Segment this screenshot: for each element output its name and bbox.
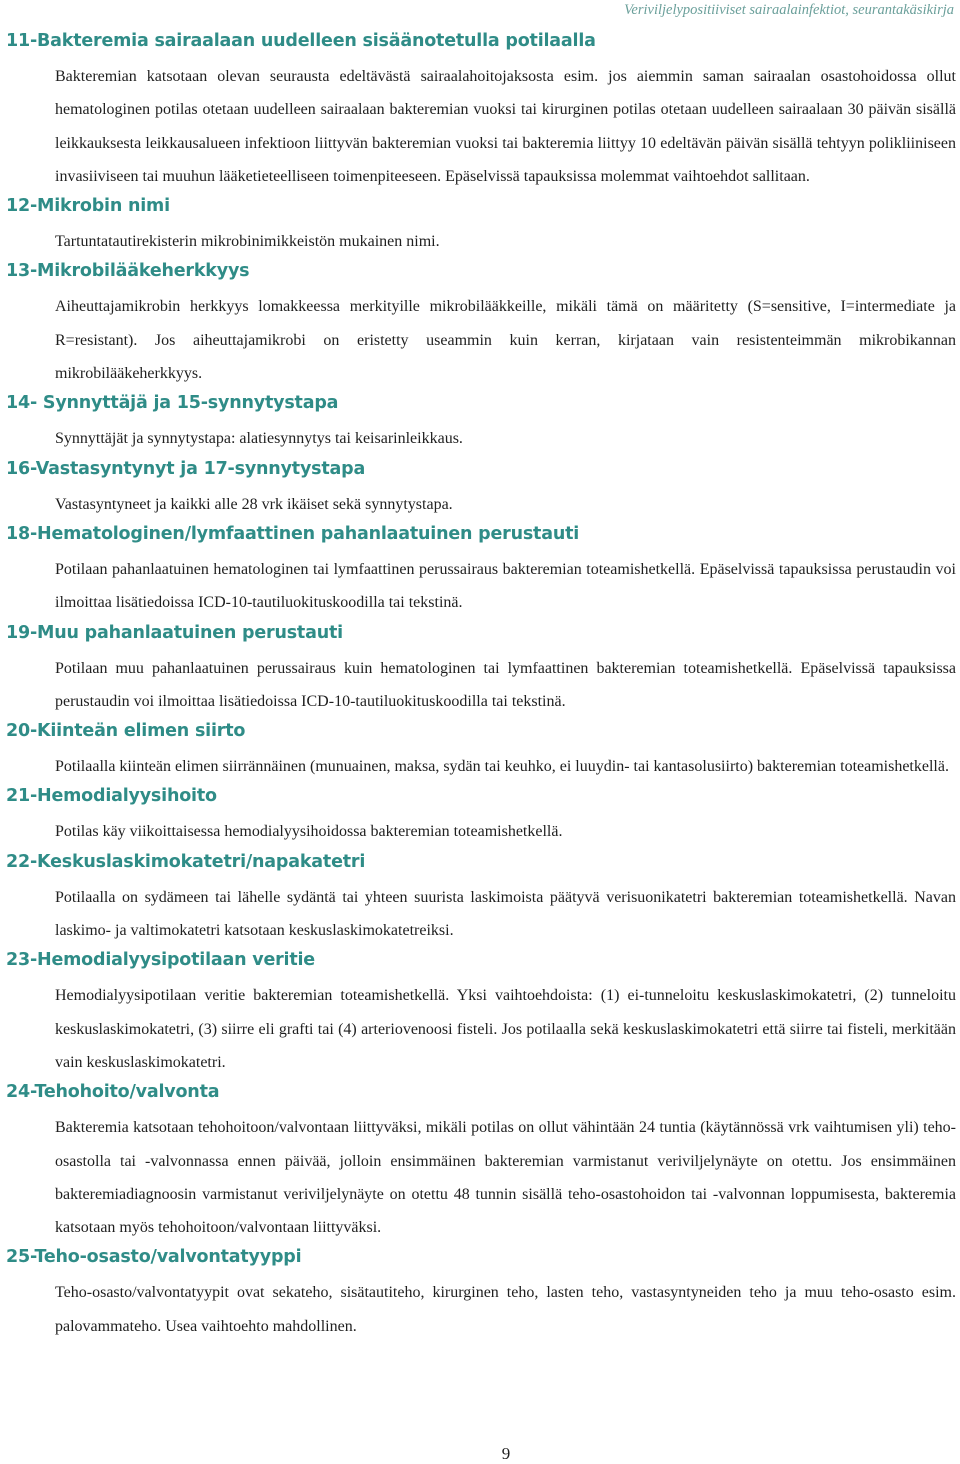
section-21 bbox=[0, 783, 960, 848]
section-heading: 24-Tehohoito/valvonta bbox=[6, 1082, 220, 1103]
section-paragraph: Potilaalla on sydämeen tai lähelle sydäntä tai yhteen suurista laskimoista päätyvä verisuonikatetri bakteremian toteamishetkellä. Navan laskimo- ja valtimokatetri katsotaan keskuslaskimokatetreiksi. bbox=[55, 888, 956, 940]
document-body bbox=[0, 28, 960, 1343]
section-paragraph: Hemodialyysipotilaan veritie bakteremian toteamishetkellä. Yksi vaihtoehdoista: (1) ei-tunneloitu keskuslaskimokatetri, (2) tunneloitu keskuslaskimokatetri, (3) siirre eli grafti tai (4) arteriovenoosi fisteli. Jos potilaalla sekä keskuslaskimokatetri että siirre tai fisteli, merkitään vain keskuslaskimokatetri. bbox=[55, 987, 956, 1071]
page-number: 9 bbox=[501, 1444, 511, 1463]
section-heading: 11-Bakteremia sairaalaan uudelleen sisäänotetulla potilaalla bbox=[6, 31, 596, 51]
section-25 bbox=[0, 1244, 960, 1343]
section-heading: 14- Synnyttäjä ja 15-synnytystapa bbox=[6, 393, 339, 414]
section-heading: 16-Vastasyntynyt ja 17-synnytystapa bbox=[6, 458, 366, 479]
section-paragraph: Vastasyntyneet ja kaikki alle 28 vrk ikäiset sekä synnytystapa. bbox=[55, 495, 453, 513]
section-paragraph: Potilas käy viikoittaisessa hemodialyysihoidossa bakteremian toteamishetkellä. bbox=[55, 823, 563, 841]
section-paragraph: Potilaalla kiinteän elimen siirrännäinen (munuainen, maksa, sydän tai keuhko, ei luuydin- tai kantasolusiirto) bakteremian toteamishetkellä. bbox=[55, 758, 949, 776]
section-20 bbox=[0, 718, 960, 783]
running-header: Veriviljelypositiiviset sairaalainfektiot, seurantakäsikirja bbox=[624, 2, 954, 18]
section-19 bbox=[0, 620, 960, 719]
section-13 bbox=[0, 258, 960, 390]
section-heading: 23-Hemodialyysipotilaan veritie bbox=[6, 950, 315, 971]
section-18 bbox=[0, 521, 960, 620]
section-paragraph: Synnyttäjät ja synnytystapa: alatiesynnytys tai keisarinleikkaus. bbox=[55, 430, 463, 448]
section-heading: 22-Keskuslaskimokatetri/napakatetri bbox=[6, 851, 366, 872]
section-paragraph: Bakteremia katsotaan tehohoitoon/valvontaan liittyväksi, mikäli potilas on ollut vähintään 24 tuntia (käytännössä vrk vaihtumisen yli) teho-osastolla tai -valvonnassa ennen päivää, jolloin ensimmäinen bakteremian varmistanut veriviljelynäyte on otettu. Jos ensimmäinen bakteremiadiagnoosin varmistanut veriviljelynäyte on otettu 48 tunnin sisällä teho-osastohoidon tai -valvonnan loppumisesta, bakteremia katsotaan myös tehohoitoon/valvontaan liittyväksi. bbox=[55, 1119, 956, 1237]
section-24 bbox=[0, 1079, 960, 1244]
section-heading: 12-Mikrobin nimi bbox=[6, 196, 170, 217]
section-16-17 bbox=[0, 456, 960, 521]
section-paragraph: Potilaan muu pahanlaatuinen perussairaus kuin hematologinen tai lymfaattinen bakteremian toteamishetkellä. Epäselvissä tapauksissa perustaudin voi ilmoittaa lisätiedoissa ICD-10-tautiluokituskoodilla tai tekstinä. bbox=[55, 659, 956, 710]
section-23 bbox=[0, 947, 960, 1079]
section-paragraph: Tartuntatautirekisterin mikrobinimikkeistön mukainen nimi. bbox=[55, 233, 440, 251]
section-14-15 bbox=[0, 390, 960, 455]
section-paragraph: Teho-osasto/valvontatyypit ovat sekateho, sisätautiteho, kirurginen teho, lasten teho, vastasyntyneiden teho ja muu teho-osasto esim. palovammateho. Usea vaihtoehto mahdollinen. bbox=[55, 1284, 956, 1335]
section-11 bbox=[0, 28, 960, 193]
section-paragraph: Aiheuttajamikrobin herkkyys lomakkeessa merkityille mikrobilääkkeille, mikäli tämä on määritetty (S=sensitive, I=intermediate ja R=resistant). Jos aiheuttajamikrobi on eristetty useammin kuin kerran, kirjataan vain resistenteimmän mikrobikannan mikrobilääkeherkkyys. bbox=[55, 298, 956, 383]
section-12 bbox=[0, 193, 960, 258]
section-heading: 18-Hematologinen/lymfaattinen pahanlaatuinen perustauti bbox=[6, 523, 580, 544]
section-heading: 19-Muu pahanlaatuinen perustauti bbox=[6, 622, 343, 643]
section-paragraph: Bakteremian katsotaan olevan seurausta edeltävästä sairaalahoitojaksosta esim. jos aiemmin saman sairaalan osastohoidossa ollut hematologinen potilas otetaan uudelleen sairaalaan bakteremian vuoksi tai kirurginen potilas otetaan uudelleen sairaalaan 30 päivän sisällä leikkauksesta leikkausalueen infektioon liittyvän bakteremian vuoksi tai bakteremia liittyy 10 edeltävän päivän sisällä tehtyyn polikliiniseen invasiiviseen tai muuhun lääketieteelliseen toimenpiteeseen. Epäselvissä tapauksissa molemmat vaihtoehdot sallitaan. bbox=[55, 68, 956, 185]
section-heading: 13-Mikrobilääkeherkkyys bbox=[6, 261, 250, 282]
section-heading: 20-Kiinteän elimen siirto bbox=[6, 721, 246, 742]
section-heading: 25-Teho-osasto/valvontatyyppi bbox=[6, 1247, 302, 1268]
section-heading: 21-Hemodialyysihoito bbox=[6, 786, 217, 807]
section-paragraph: Potilaan pahanlaatuinen hematologinen tai lymfaattinen perussairaus bakteremian toteamishetkellä. Epäselvissä tapauksissa perustaudin voi ilmoittaa lisätiedoissa ICD-10-tautiluokituskoodilla tai tekstinä. bbox=[55, 560, 956, 612]
section-22 bbox=[0, 849, 960, 948]
